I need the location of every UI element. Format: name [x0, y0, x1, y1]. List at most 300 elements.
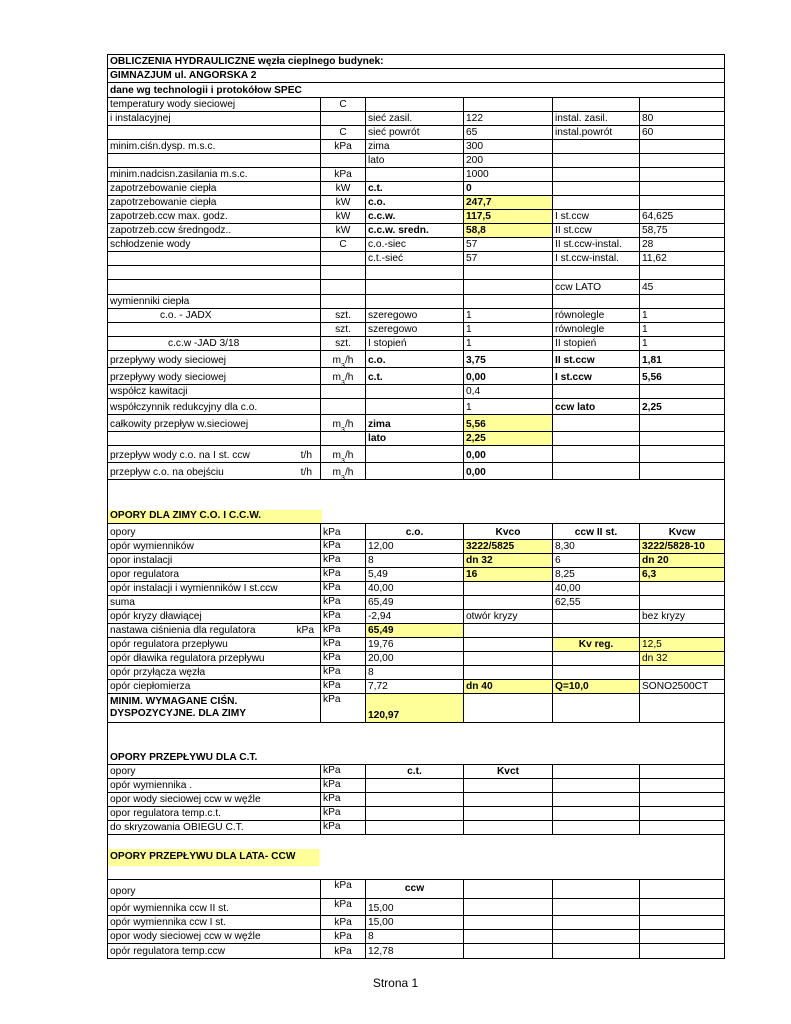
param-label: wymienniki ciepła — [110, 296, 190, 307]
table-header-row — [108, 765, 724, 779]
row-ccw: 15,00 — [365, 916, 463, 929]
empty-cell — [463, 807, 552, 820]
row-label: opór przyłącza węzła — [110, 667, 206, 678]
empty-cell — [639, 880, 724, 898]
param-type: c.t. — [365, 182, 463, 195]
param-label: współczynnik redukcyjny dla c.o. — [110, 402, 258, 413]
param-type: c.o. — [365, 196, 463, 209]
empty-cell — [639, 666, 724, 679]
row-kvcw: 3222/5828-10 — [639, 540, 724, 553]
minim-label-line1: MINIM. WYMAGANE CIŚN. — [110, 696, 238, 707]
row-ccw: 8,30 — [552, 540, 639, 553]
empty-cell — [365, 98, 463, 111]
empty-cell — [552, 196, 639, 209]
param-value-2: 64,625 — [639, 210, 724, 223]
row-unit: kPa — [320, 779, 365, 792]
empty-cell — [108, 280, 320, 294]
param-unit: szt. — [320, 323, 365, 336]
empty-cell — [463, 821, 552, 834]
empty-cell — [639, 182, 724, 195]
row-unit: kPa — [320, 930, 365, 943]
param-label: temperatury wody sieciowej — [110, 99, 236, 110]
param-value-2: 80 — [639, 112, 724, 125]
param-label: minim.nadcisn.zasilania m.s.c. — [110, 169, 248, 180]
empty-cell — [320, 112, 365, 125]
empty-cell — [365, 779, 463, 792]
param-unit: C — [320, 238, 365, 251]
row-ccw: 6 — [552, 554, 639, 567]
param-type-2: I st.ccw — [552, 210, 639, 223]
param-type: c.o. — [365, 351, 463, 367]
empty-cell — [463, 880, 552, 898]
row-label: opór ciepłomierza — [110, 681, 191, 692]
col-header-unit: kPa — [320, 524, 365, 539]
row-unit: kPa — [320, 540, 365, 553]
row-co: 65,49 — [365, 596, 463, 609]
param-type-2: ccw lato — [552, 399, 639, 414]
empty-cell — [639, 944, 724, 958]
empty-cell — [552, 793, 639, 806]
empty-cell — [552, 899, 639, 915]
param-row — [108, 196, 724, 210]
empty-cell — [639, 154, 724, 167]
row-label: opór dławika regulatora przepływu — [110, 653, 265, 664]
empty-cell — [463, 280, 552, 294]
table-row — [108, 930, 724, 944]
row-unit: kPa — [320, 610, 365, 623]
param-value-2: 1 — [639, 337, 724, 350]
row-ccw: 12,78 — [365, 944, 463, 958]
param-type-2: II st.ccw — [552, 224, 639, 237]
param-type: lato — [365, 432, 463, 445]
row-unit: kPa — [320, 807, 365, 820]
param-type-2: instal.powrót — [552, 126, 639, 139]
row-kvcw: 12,5 — [639, 638, 724, 651]
empty-cell — [552, 610, 639, 623]
param-row — [108, 351, 724, 368]
param-type-2: równolegle — [552, 309, 639, 322]
param-value: 0 — [463, 182, 552, 195]
param-label: zapotrzeb.ccw średngodz.. — [110, 225, 232, 236]
table-row — [108, 779, 724, 793]
header-source: dane wg technologii i protokółow SPEC — [110, 85, 302, 96]
row-label-unit: kPa — [296, 625, 314, 636]
row-label: suma — [110, 597, 135, 608]
row-label: opór kryzy dławiącej — [110, 611, 202, 622]
table-row — [108, 582, 724, 596]
header-row-2 — [108, 69, 724, 83]
empty-cell — [463, 916, 552, 929]
empty-cell — [639, 765, 724, 778]
empty-cell — [463, 666, 552, 679]
empty-cell — [639, 779, 724, 792]
row-co: 8 — [365, 554, 463, 567]
row-unit: kPa — [320, 652, 365, 665]
empty-cell — [639, 793, 724, 806]
row-co: 5,49 — [365, 568, 463, 581]
param-value-2: 1,81 — [639, 351, 724, 367]
empty-cell — [639, 98, 724, 111]
empty-cell — [639, 415, 724, 431]
col-header-label: opory — [110, 766, 136, 777]
empty-cell — [108, 266, 320, 279]
empty-cell — [365, 295, 463, 308]
empty-cell — [639, 140, 724, 153]
row-kvcw: SONO2500CT — [639, 680, 724, 693]
row-label: do skryzowania OBIEGU C.T. — [110, 822, 244, 833]
param-value: 57 — [463, 252, 552, 265]
row-co: 7,72 — [365, 680, 463, 693]
table-row — [108, 624, 724, 638]
param-label: zapotrzeb.ccw max. godz. — [110, 211, 228, 222]
param-value: 5,56 — [463, 415, 552, 431]
param-row — [108, 432, 724, 446]
param-row — [108, 399, 724, 415]
param-type-2: II st.ccw — [552, 351, 639, 367]
param-label: c.o. - JADX — [160, 310, 212, 321]
minim-label — [108, 694, 320, 722]
empty-cell — [463, 944, 552, 958]
header-row-3 — [108, 83, 724, 98]
param-row — [108, 112, 724, 126]
param-row — [108, 337, 724, 351]
header-building: GIMNAZJUM ul. ANGORSKA 2 — [110, 70, 257, 81]
param-label: c.c.w -JAD 3/18 — [168, 338, 240, 349]
table-row — [108, 638, 724, 652]
row-unit: kPa — [320, 568, 365, 581]
empty-cell — [463, 779, 552, 792]
empty-cell — [463, 652, 552, 665]
param-value: 65 — [463, 126, 552, 139]
row-label: opór regulatora temp.ccw — [110, 946, 225, 957]
table-row — [108, 680, 724, 694]
empty-cell — [639, 463, 724, 479]
empty-cell — [552, 880, 639, 898]
empty-cell — [639, 899, 724, 915]
row-unit: kPa — [320, 554, 365, 567]
param-type-2: ccw LATO — [552, 280, 639, 294]
param-label: minim.ciśn.dysp. m.s.c. — [110, 141, 216, 152]
section-title-row — [108, 835, 724, 880]
empty-cell — [552, 916, 639, 929]
row-label: opor regulatora — [110, 569, 180, 580]
param-type-2: równolegle — [552, 323, 639, 336]
row-kvco: 16 — [463, 568, 552, 581]
empty-cell — [365, 399, 463, 414]
col-header-ccw: ccw — [365, 880, 463, 898]
param-type: sieć powrót — [365, 126, 463, 139]
param-label-with-unit — [108, 463, 320, 479]
row-co: -2,94 — [365, 610, 463, 623]
empty-row — [108, 266, 724, 280]
param-row — [108, 238, 724, 252]
row-kvcw: dn 32 — [639, 652, 724, 665]
header-row-1 — [108, 55, 724, 69]
param-row — [108, 224, 724, 238]
param-value: 122 — [463, 112, 552, 125]
empty-cell — [463, 596, 552, 609]
param-type: zima — [365, 415, 463, 431]
param-type-2: II stopień — [552, 337, 639, 350]
param-value-2: 45 — [639, 280, 724, 294]
section-title-row — [108, 480, 724, 524]
table-row — [108, 807, 724, 821]
section-title-row — [108, 723, 724, 765]
empty-cell — [463, 582, 552, 595]
empty-cell — [365, 446, 463, 462]
empty-cell — [463, 930, 552, 943]
row-label: opor wody sieciowej ccw w węźle — [110, 931, 261, 942]
row-kvco: dn 32 — [463, 554, 552, 567]
empty-cell — [552, 385, 639, 398]
param-label: zapotrzebowanie ciepła — [110, 197, 217, 208]
empty-cell — [552, 432, 639, 445]
param-row — [108, 368, 724, 385]
row-label: opór regulatora przepływu — [110, 639, 228, 650]
row-unit: kPa — [320, 793, 365, 806]
empty-cell — [320, 295, 365, 308]
empty-cell — [639, 694, 724, 722]
table-row — [108, 899, 724, 916]
empty-cell — [463, 266, 552, 279]
summer-section-title: OPORY PRZEPŁYWU DLA LATA- CCW — [108, 849, 319, 866]
param-label: współcz kawitacji — [110, 386, 188, 397]
col-header-unit: kPa — [320, 765, 365, 778]
table-row — [108, 610, 724, 624]
row-co: 19,76 — [365, 638, 463, 651]
empty-cell — [639, 295, 724, 308]
empty-cell — [365, 807, 463, 820]
table-row — [108, 793, 724, 807]
param-row — [108, 415, 724, 432]
param-type: szeregowo — [365, 323, 463, 336]
param-value-2: 1 — [639, 309, 724, 322]
col-header-unit: kPa — [320, 880, 365, 898]
table-row — [108, 944, 724, 958]
param-value: 0,4 — [463, 385, 552, 398]
param-value-2: 28 — [639, 238, 724, 251]
param-label: zapotrzebowanie ciepła — [110, 183, 217, 194]
param-row — [108, 168, 724, 182]
param-row — [108, 446, 724, 463]
param-type: c.c.w. sredn. — [365, 224, 463, 237]
row-unit: kPa — [320, 638, 365, 651]
empty-cell — [365, 168, 463, 181]
empty-cell — [552, 168, 639, 181]
empty-cell — [639, 196, 724, 209]
empty-cell — [552, 624, 639, 637]
table-row — [108, 821, 724, 835]
param-row — [108, 252, 724, 266]
empty-cell — [365, 280, 463, 294]
param-value: 247,7 — [463, 196, 552, 209]
param-value: 58,8 — [463, 224, 552, 237]
param-unit-m3h: m 3 /h — [320, 415, 365, 431]
param-unit-m3h: m 3 /h — [320, 368, 365, 384]
row-ccw: 15,00 — [365, 899, 463, 915]
param-value: 1 — [463, 309, 552, 322]
row-label: nastawa ciśnienia dla regulatora — [110, 625, 256, 636]
row-label: opór wymienników — [110, 541, 194, 552]
row-co: 12,00 — [365, 540, 463, 553]
row-unit: kPa — [320, 944, 365, 958]
empty-cell — [552, 463, 639, 479]
row-unit: kPa — [320, 821, 365, 834]
param-type-2: instal. zasil. — [552, 112, 639, 125]
row-unit: kPa — [320, 666, 365, 679]
param-unit-m3h: m 3 /h — [320, 351, 365, 367]
empty-cell — [639, 446, 724, 462]
param-value-2: 58,75 — [639, 224, 724, 237]
param-label-unit: t/h — [300, 467, 312, 478]
spreadsheet — [107, 54, 725, 959]
empty-cell — [108, 126, 320, 139]
row-unit: kPa — [320, 916, 365, 929]
row-kvcw: dn 20 — [639, 554, 724, 567]
empty-cell — [365, 463, 463, 479]
param-value-2: 11,62 — [639, 252, 724, 265]
empty-cell — [463, 98, 552, 111]
empty-cell — [639, 385, 724, 398]
section-title-container — [108, 835, 724, 879]
row-kvco: otwór kryzy — [463, 610, 552, 623]
table-header-row — [108, 880, 724, 899]
param-type-2: I st.ccw — [552, 368, 639, 384]
param-unit: kPa — [320, 168, 365, 181]
param-unit: kW — [320, 210, 365, 223]
param-unit: kW — [320, 182, 365, 195]
row-unit: kPa — [320, 582, 365, 595]
param-unit-m3h: m 3 /h — [320, 446, 365, 462]
table-row — [108, 568, 724, 582]
page-number: Strona 1 — [372, 976, 419, 990]
param-type: c.o.-siec — [365, 238, 463, 251]
param-row — [108, 98, 724, 112]
col-header-kvct: Kvct — [463, 765, 552, 778]
param-unit: szt. — [320, 309, 365, 322]
row-label-with-unit — [108, 624, 320, 637]
row-label: opór wymiennika ccw I st. — [110, 917, 227, 928]
table-row — [108, 916, 724, 930]
param-value: 0,00 — [463, 463, 552, 479]
empty-cell — [639, 624, 724, 637]
empty-cell — [320, 280, 365, 294]
param-value-2: 1 — [639, 323, 724, 336]
param-label: przepływ c.o. na obejściu — [110, 467, 224, 478]
row-ccw: Q=10,0 — [552, 680, 639, 693]
empty-cell — [552, 694, 639, 722]
empty-cell — [463, 793, 552, 806]
empty-cell — [108, 154, 320, 167]
param-unit: kPa — [320, 140, 365, 153]
param-value: 300 — [463, 140, 552, 153]
param-row — [108, 126, 724, 140]
empty-cell — [320, 399, 365, 414]
empty-cell — [639, 596, 724, 609]
empty-cell — [639, 916, 724, 929]
empty-cell — [639, 807, 724, 820]
minim-value: 120,97 — [365, 694, 463, 722]
row-co: 65,49 — [365, 624, 463, 637]
empty-cell — [463, 295, 552, 308]
empty-cell — [552, 154, 639, 167]
param-type-2: I st.ccw-instal. — [552, 252, 639, 265]
param-value: 1 — [463, 323, 552, 336]
param-row — [108, 154, 724, 168]
minim-row — [108, 694, 724, 723]
param-label: i instalacyjnej — [110, 113, 171, 124]
empty-cell — [365, 793, 463, 806]
row-unit: kPa — [320, 624, 365, 637]
param-value: 200 — [463, 154, 552, 167]
param-row — [108, 210, 724, 224]
row-label: opór wymiennika . — [110, 780, 193, 791]
empty-cell — [463, 624, 552, 637]
empty-cell — [320, 252, 365, 265]
col-header-kvco: Kvco — [463, 524, 552, 539]
param-value: 0,00 — [463, 368, 552, 384]
param-value: 3,75 — [463, 351, 552, 367]
table-row — [108, 596, 724, 610]
table-row — [108, 652, 724, 666]
param-type: zima — [365, 140, 463, 153]
empty-cell — [552, 295, 639, 308]
param-unit-m3h: m 3 /h — [320, 463, 365, 479]
param-label: przepływy wody sieciowej — [110, 355, 227, 366]
empty-cell — [552, 415, 639, 431]
row-kvcw: bez kryzy — [639, 610, 724, 623]
col-header-ct: c.t. — [365, 765, 463, 778]
row-unit: kPa — [320, 596, 365, 609]
param-row — [108, 323, 724, 337]
ct-section-title: OPORY PRZEPŁYWU DLA C.T. — [110, 752, 258, 763]
empty-cell — [320, 385, 365, 398]
table-row — [108, 666, 724, 680]
empty-cell — [639, 168, 724, 181]
empty-cell — [639, 930, 724, 943]
param-label-unit: t/h — [300, 450, 312, 461]
param-value: 117,5 — [463, 210, 552, 223]
param-label: schłodzenie wody — [110, 239, 191, 250]
param-value: 1000 — [463, 168, 552, 181]
row-label: opor wody sieciowej ccw w węźle — [110, 794, 261, 805]
empty-cell — [552, 98, 639, 111]
empty-cell — [108, 252, 320, 265]
empty-cell — [320, 266, 365, 279]
param-label: przepływy wody sieciowej — [110, 372, 227, 383]
row-ccw: 62,55 — [552, 596, 639, 609]
param-row — [108, 385, 724, 399]
row-ccw: 40,00 — [552, 582, 639, 595]
param-value-2: 60 — [639, 126, 724, 139]
param-row — [108, 280, 724, 295]
empty-cell — [552, 182, 639, 195]
empty-cell — [639, 821, 724, 834]
param-unit: szt. — [320, 337, 365, 350]
row-unit: kPa — [320, 899, 365, 915]
param-type: c.c.w. — [365, 210, 463, 223]
row-kvco: 3222/5825 — [463, 540, 552, 553]
param-label-with-unit — [108, 446, 320, 462]
header-title: OBLICZENIA HYDRAULICZNE węzła cieplnego budynek: — [110, 56, 384, 67]
row-unit: kPa — [320, 680, 365, 693]
param-value-2: 5,56 — [639, 368, 724, 384]
param-row — [108, 182, 724, 196]
param-type: c.t. — [365, 368, 463, 384]
minim-label-line2: DYSPOZYCYJNE. DLA ZIMY — [110, 708, 247, 719]
row-ccw: Kv reg. — [552, 638, 639, 651]
minim-unit: kPa — [320, 694, 365, 722]
